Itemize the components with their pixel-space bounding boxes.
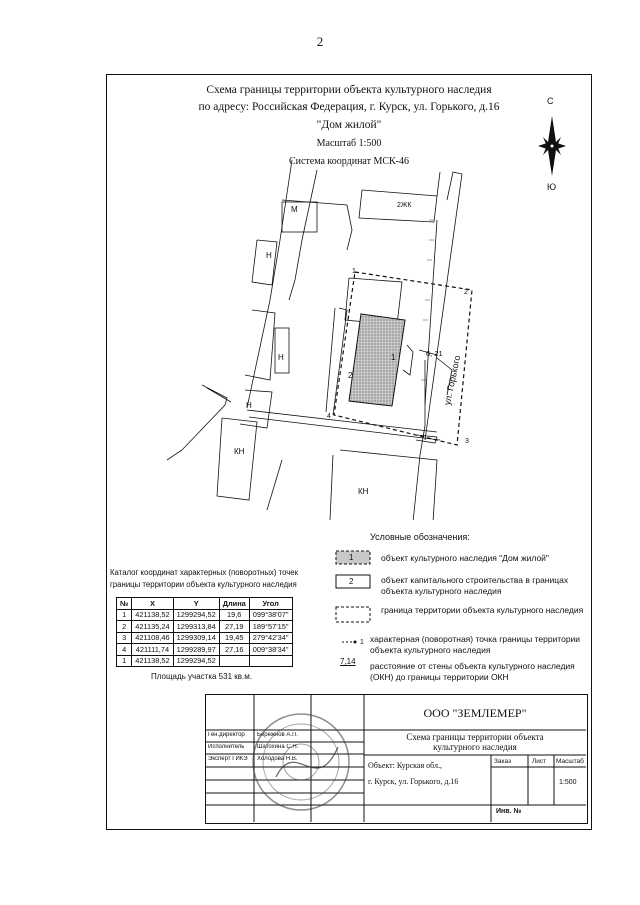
col-order: Заказ bbox=[494, 758, 512, 765]
catalog-area: Площадь участка 531 кв.м. bbox=[151, 672, 252, 681]
table-cell: 421111,74 bbox=[132, 644, 173, 656]
table-cell: 1299309,14 bbox=[173, 632, 219, 644]
table-cell: 279°42'34" bbox=[249, 632, 292, 644]
legend-item-building: объект капитального строительства в границах объекта культурного наследия bbox=[381, 575, 569, 596]
table-cell: 009°38'34" bbox=[249, 644, 292, 656]
map-title-line3: "Дом жилой" bbox=[316, 119, 382, 131]
catalog-title-line1: Каталог координат характерных (поворотных) точек bbox=[110, 568, 299, 577]
role-label: Исполнитель bbox=[208, 744, 245, 750]
map-label-point-3: 3 bbox=[465, 438, 469, 445]
catalog-table bbox=[116, 597, 293, 667]
object-line2: г. Курск, ул. Горького, д.16 bbox=[368, 777, 459, 786]
doc-title-line1: Схема границы территории объекта bbox=[406, 732, 544, 742]
map-crs: Система координат МСК-46 bbox=[288, 156, 410, 167]
table-cell: 421138,52 bbox=[132, 655, 173, 667]
map-label-point-2: 2 bbox=[464, 289, 468, 296]
role-name: Бережнов А.П. bbox=[257, 732, 299, 738]
compass-north-label: С bbox=[547, 96, 554, 106]
site-plan-map bbox=[107, 160, 507, 525]
legend-symbol-building-label: 2 bbox=[349, 577, 354, 586]
legend-symbol-point-label: 1 bbox=[360, 639, 364, 646]
table-row bbox=[117, 632, 293, 644]
legend-symbol-okn-label: 1 bbox=[349, 553, 354, 562]
table-cell: 189°57'15" bbox=[249, 621, 292, 633]
table-row bbox=[117, 655, 293, 667]
map-scale: Масштаб 1:500 bbox=[316, 138, 382, 149]
compass-south-label: Ю bbox=[547, 182, 557, 192]
table-cell: 27,19 bbox=[219, 621, 249, 633]
col-sheet: Лист bbox=[532, 758, 547, 765]
doc-title-line2: культурного наследия bbox=[433, 742, 517, 752]
table-header: Y bbox=[173, 598, 219, 610]
map-label-zhk: 2ЖК bbox=[397, 202, 412, 209]
table-header: X bbox=[132, 598, 173, 610]
table-row bbox=[117, 644, 293, 656]
role-name: Шатохина С.Н. bbox=[257, 744, 299, 750]
table-cell: 27,16 bbox=[219, 644, 249, 656]
map-label-kn2: КН bbox=[358, 487, 369, 496]
table-cell: 1299313,84 bbox=[173, 621, 219, 633]
map-label-building: 2 bbox=[348, 371, 353, 380]
legend-item-okn: объект культурного наследия "Дом жилой" bbox=[381, 553, 549, 563]
role-label: Эксперт ГИКЭ bbox=[208, 756, 248, 762]
map-label-n2: Н bbox=[278, 353, 284, 362]
table-cell: 1 bbox=[117, 609, 132, 621]
map-label-distance: 6, 21 bbox=[426, 349, 443, 358]
table-header: № bbox=[117, 598, 132, 610]
map-label-point-1: 1 bbox=[352, 268, 356, 275]
title-block bbox=[205, 694, 588, 824]
map-title-line1: Схема границы территории объекта культурного наследия bbox=[206, 84, 492, 96]
page-number: 2 bbox=[316, 34, 324, 49]
col-scale: Масштаб bbox=[556, 758, 584, 765]
table-cell: 099°38'07" bbox=[249, 609, 292, 621]
legend-item-distance: расстояние от стены объекта культурного наследия (ОКН) до границы территории ОКН bbox=[370, 661, 575, 682]
table-cell: 3 bbox=[117, 632, 132, 644]
map-label-n1: Н bbox=[266, 251, 272, 260]
map-label-point-4: 4 bbox=[327, 413, 331, 420]
map-label-okn: 1 bbox=[391, 353, 396, 362]
table-cell: 421135,24 bbox=[132, 621, 173, 633]
table-cell: 1299294,52 bbox=[173, 609, 219, 621]
legend-item-boundary: граница территории объекта культурного наследия bbox=[381, 605, 584, 615]
inv-number: Инв. № bbox=[496, 808, 522, 815]
legend-title: Условные обозначения: bbox=[370, 532, 470, 542]
table-cell: 4 bbox=[117, 644, 132, 656]
legend-symbol-boundary bbox=[335, 605, 371, 630]
table-cell: 19,6 bbox=[219, 609, 249, 621]
round-seal-icon bbox=[246, 707, 356, 822]
scale-value: 1:500 bbox=[559, 779, 577, 786]
table-cell: 2 bbox=[117, 621, 132, 633]
table-cell bbox=[249, 655, 292, 667]
map-label-n3: Н bbox=[246, 401, 252, 410]
table-header: Угол bbox=[249, 598, 292, 610]
object-line1: Объект: Курская обл., bbox=[368, 761, 442, 770]
table-row bbox=[117, 621, 293, 633]
legend-item-point: характерная (поворотная) точка границы территории объекта культурного наследия bbox=[370, 634, 581, 655]
table-row bbox=[117, 609, 293, 621]
role-name: Холодова Н.В. bbox=[257, 756, 298, 762]
catalog-title-line2: границы территории объекта культурного наследия bbox=[110, 580, 297, 589]
table-cell bbox=[219, 655, 249, 667]
legend-symbol-distance: 7,14 bbox=[340, 657, 356, 666]
table-header-row bbox=[117, 598, 293, 610]
company-name: ООО "ЗЕМЛЕМЕР" bbox=[423, 706, 527, 720]
table-cell: 1 bbox=[117, 655, 132, 667]
table-cell: 1299294,52 bbox=[173, 655, 219, 667]
map-label-m: М bbox=[291, 205, 298, 214]
map-title-line2: по адресу: Российская Федерация, г. Курск, ул. Горького, д.16 bbox=[198, 101, 500, 113]
table-header: Длина bbox=[219, 598, 249, 610]
table-cell: 421108,46 bbox=[132, 632, 173, 644]
map-label-street: ул. Горького bbox=[442, 354, 463, 407]
table-cell: 1299289,97 bbox=[173, 644, 219, 656]
table-cell: 19,45 bbox=[219, 632, 249, 644]
map-label-kn1: КН bbox=[234, 447, 245, 456]
role-label: Ген.директор bbox=[208, 732, 245, 738]
table-cell: 421138,52 bbox=[132, 609, 173, 621]
